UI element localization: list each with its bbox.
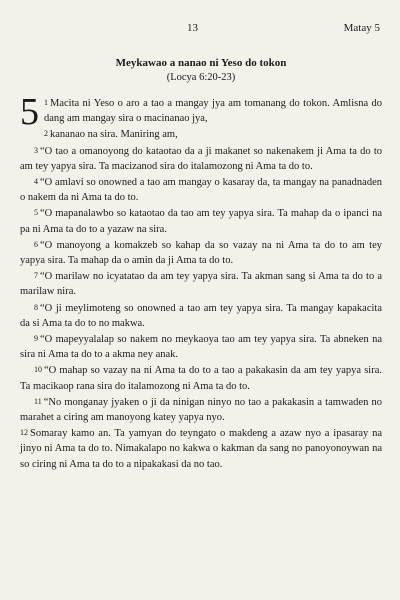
verse: [20, 268, 382, 299]
verse-body: “O mapeyyalalap so nakem no meykaoya tao am tey yapya sira. Ta abneken na sira ni Ama ta do to a akma ney anak.: [20, 334, 382, 361]
verse: [20, 205, 382, 236]
verse-body: “No monganay jyaken o ji da ninigan ninyo no tao a pakakasin a tamwaden no marahet a ciring am manoyong katey yapya nyo.: [20, 396, 382, 424]
verse-number: 6: [34, 239, 38, 249]
verse: [20, 237, 382, 268]
section-reference: (Locya 6:20-23): [166, 72, 236, 83]
verse-number: 4: [34, 177, 38, 187]
verse-body: “O mapanalawbo so kataotao da tao am tey yapya sira. Ta mahap da o ipanci na pa ni Ama ta do to a yazaw na sira.: [20, 208, 382, 235]
verse-number: 12: [20, 428, 28, 438]
verse-number: 9: [34, 334, 38, 344]
verse: [20, 425, 382, 472]
verse: [20, 91, 382, 133]
verse-body: “O mahap so vazay na ni Ama ta do to a tao a pakakasin da am tey yapya sira. Ta macikaop rana sira do italamozong ni Ama ta do to.: [20, 365, 382, 392]
page-number: 13: [187, 22, 198, 34]
verse-number: 10: [34, 365, 42, 375]
page-header: [0, 22, 400, 38]
verse: [20, 300, 382, 331]
verse-number: 7: [34, 271, 38, 281]
verse-body: “O ji meylimoteng so onowned a tao am tey yapya sira. Ta mangay kapakacita da si Ama ta do to no makwa.: [20, 302, 382, 329]
section-title: Meykawao a nanao ni Yeso do tokon: [115, 57, 287, 69]
verse: [20, 394, 382, 425]
verse-body: “O marilaw no icyatatao da am tey yapya sira. Ta akman sang si Ama ta do to a marilaw nira.: [20, 271, 382, 298]
verse-number: 8: [34, 302, 38, 312]
verse-number: 2: [44, 129, 48, 139]
verse-body: “O amlavi so onowned a tao am mangay o kasaray da, ta mangay na panadnaden o nakem da ni Ama ta do to.: [20, 177, 382, 204]
verse-body: “O manoyong a komakzeb so kahap da so vazay na ni Ama ta do to am tey yapya sira. Ta mahap da o amin da ji Ama ta do to.: [20, 239, 382, 267]
running-head: Matay 5: [343, 22, 380, 34]
verse-number: 3: [34, 145, 38, 155]
verse-number: 1: [44, 98, 48, 107]
verse-number: 11: [34, 396, 42, 406]
verse-body: Macita ni Yeso o aro a tao a mangay jya am tomanang do tokon. Amlisna do dang am mangay sira o macinanao jya,: [44, 98, 382, 125]
verse: [20, 362, 382, 393]
verse-number: 5: [34, 208, 38, 218]
verse: [20, 174, 382, 205]
verse: [20, 126, 382, 142]
verse-text: [20, 91, 382, 472]
page-content: [20, 56, 382, 472]
verse: [20, 331, 382, 362]
verse-body: Somaray kamo an. Ta yamyan do teyngato o makdeng a azaw nyo a ipasaray na jinyo ni Ama ta do to. Nimakalapo no kakwa o kakman da sang no panoyonoywan na so ciring ni Ama ta do to a nipakakasi da no tao.: [20, 428, 382, 470]
verse-body: kananao na sira. Maniring am,: [50, 129, 178, 141]
chapter-number: 5: [20, 91, 39, 133]
verse: [20, 143, 382, 174]
verse-body: “O tao a omanoyong do kataotao da a ji makanet so nakenakem ji Ama ta do to am tey yapya sira. Ta macizanod sira do italamozong ni Ama ta do to.: [20, 145, 382, 172]
